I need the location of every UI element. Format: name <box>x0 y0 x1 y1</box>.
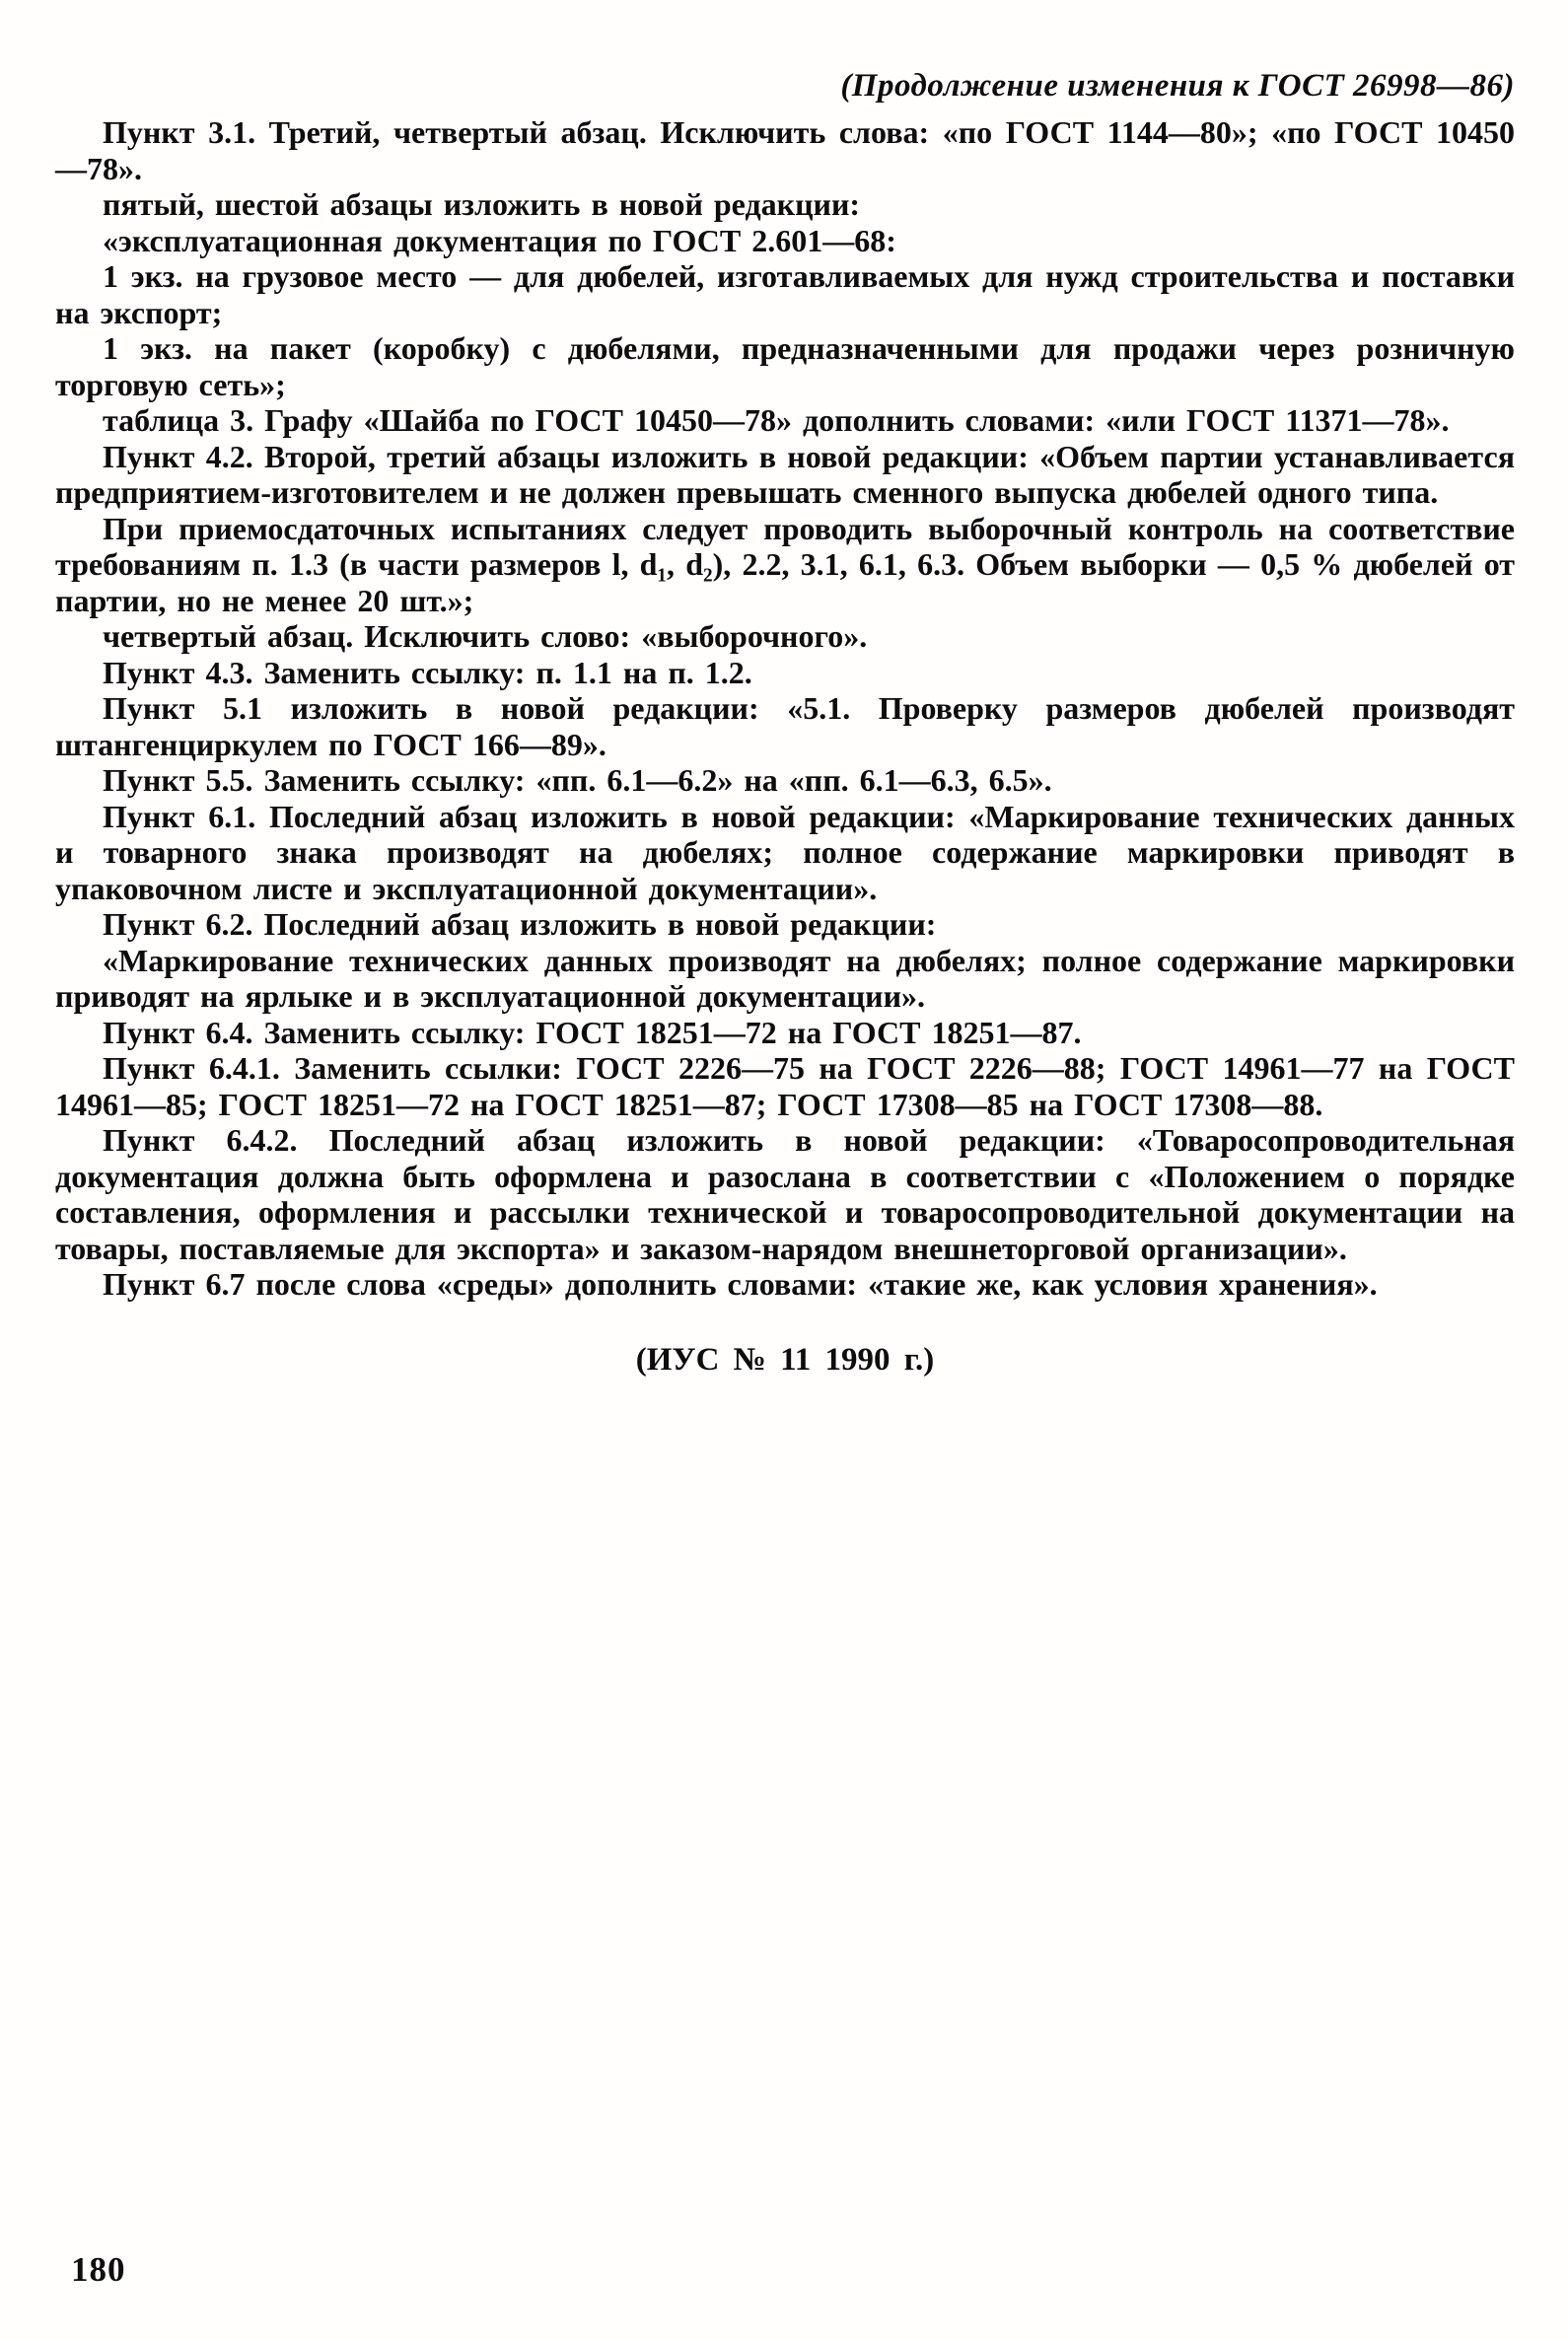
paragraph: Пункт 6.4.1. Заменить ссылки: ГОСТ 2226—75 на ГОСТ 2226—88; ГОСТ 14961—77 на ГОСТ 14961—85; ГОСТ 18251—72 на ГОСТ 18251—87; ГОСТ 17308—85 на ГОСТ 17308—88. <box>55 1050 1515 1122</box>
paragraph: 1 экз. на грузовое место — для дюбелей, изготавливаемых для нужд строительства и поставки на экспорт; <box>55 258 1515 330</box>
paragraph: пятый, шестой абзацы изложить в новой редакции: <box>103 186 861 222</box>
paragraph: При приемосдаточных испытаниях следует проводить выборочный контроль на соответствие требованиям п. 1.3 (в части размеров l, d₁, d₂), 2.2, 3.1, 6.1, 6.3. Объем выборки — 0,5 % дюбелей от партии, но не менее 20 шт.»; <box>55 510 1515 618</box>
paragraph: Пункт 4.3. Заменить ссылку: п. 1.1 на п. 1.2. <box>103 654 752 690</box>
paragraph: Пункт 5.5. Заменить ссылку: «пп. 6.1—6.2» на «пп. 6.1—6.3, 6.5». <box>103 762 1052 798</box>
page-number: 180 <box>71 2250 126 2289</box>
issue-note: (ИУС № 11 1990 г.) <box>635 1341 935 1378</box>
paragraph: таблица 3. Графу «Шайба по ГОСТ 10450—78» дополнить словами: «или ГОСТ 11371—78». <box>103 402 1450 438</box>
paragraph: Пункт 4.2. Второй, третий абзацы изложить в новой редакции: «Объем партии устанавливается предприятием-изготовителем и не должен превышать сменного выпуска дюбелей одного типа. <box>55 438 1515 510</box>
paragraph: 1 экз. на пакет (коробку) с дюбелями, предназначенными для продажи через розничную торговую сеть»; <box>55 330 1515 402</box>
paragraph: четвертый абзац. Исключить слово: «выборочного». <box>103 618 868 654</box>
paragraph: Пункт 6.7 после слова «среды» дополнить словами: «такие же, как условия хранения». <box>103 1266 1378 1302</box>
paragraph: Пункт 6.4.2. Последний абзац изложить в новой редакции: «Товаросопроводительная документация должна быть оформлена и разослана в соответствии с «Положением о порядке составления, оформления и рассылки технической и товаросопроводительной документации на товары, поставляемые для экспорта» и заказом-нарядом внешнеторговой организации». <box>55 1122 1515 1266</box>
paragraph: Пункт 6.1. Последний абзац изложить в новой редакции: «Маркирование технических данных и товарного знака производят на дюбелях; полное содержание маркировки приводят в упаковочном листе и эксплуатационной документации». <box>55 798 1515 906</box>
document-body <box>55 114 1515 1378</box>
paragraph: «эксплуатационная документация по ГОСТ 2.601—68: <box>103 222 896 258</box>
paragraph: Пункт 6.2. Последний абзац изложить в новой редакции: <box>103 906 937 942</box>
paragraph: «Маркирование технических данных производят на дюбелях; полное содержание маркировки приводят на ярлыке и в эксплуатационной документации». <box>55 942 1515 1014</box>
page-header: (Продолжение изменения к ГОСТ 26998—86) <box>840 68 1515 104</box>
paragraph: Пункт 5.1 изложить в новой редакции: «5.1. Проверку размеров дюбелей производят штангенциркулем по ГОСТ 166—89». <box>55 690 1515 762</box>
paragraph: Пункт 6.4. Заменить ссылку: ГОСТ 18251—72 на ГОСТ 18251—87. <box>103 1014 1082 1050</box>
paragraph: Пункт 3.1. Третий, четвертый абзац. Исключить слова: «по ГОСТ 1144—80»; «по ГОСТ 10450—78». <box>55 114 1515 186</box>
